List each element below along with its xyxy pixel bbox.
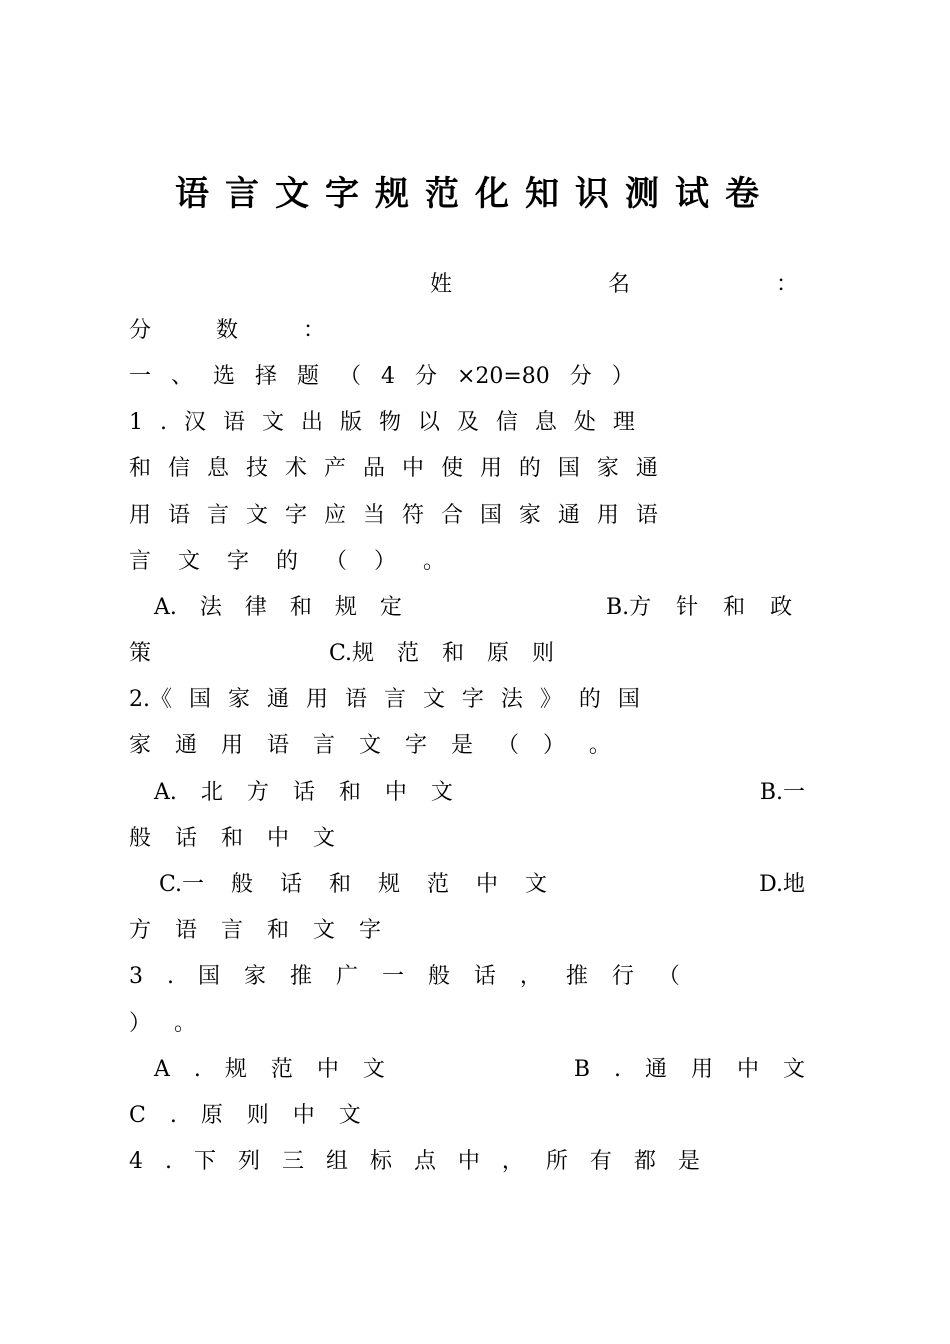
question-2-line-2: 家 通 用 语 言 文 字 是 （ ） 。	[129, 733, 611, 758]
question-1-line-3: 用 语 言 文 字 应 当 符 合 国 家 通 用 语	[129, 503, 658, 528]
question-2-option-b-continued: 般 话 和 中 文	[129, 826, 335, 851]
question-4-line-1: 4 . 下 列 三 组 标 点 中 ， 所 有 都 是	[129, 1149, 700, 1174]
question-1-option-c: C.规 范 和 原 则	[329, 641, 555, 666]
question-3-option-a: A . 规 范 中 文	[154, 1057, 385, 1082]
question-3-line-1: 3 . 国 家 推 广 一 般 话 ， 推 行 （	[129, 964, 680, 989]
question-1-line-1: 1 . 汉 语 文 出 版 物 以 及 信 息 处 理	[129, 410, 635, 435]
question-1-option-b-continued: 策	[129, 641, 152, 666]
question-3-option-b: B . 通 用 中 文	[573, 1057, 805, 1082]
page-title: 语言文字规范化知识测试卷	[175, 174, 775, 214]
name-label-char-2: 名	[608, 272, 631, 297]
question-3-option-c: C . 原 则 中 文	[129, 1103, 361, 1128]
name-label-char-1: 姓	[430, 272, 453, 297]
question-2-option-a: A. 北 方 话 和 中 文	[154, 780, 453, 805]
score-label: 分 数 ：	[129, 318, 354, 343]
question-2-option-c: C.一 般 话 和 规 范 中 文	[159, 872, 547, 897]
question-1-option-b: B.方 针 和 政	[606, 595, 793, 620]
name-colon: ：	[776, 272, 799, 297]
question-2-option-d: D.地	[759, 872, 805, 897]
question-2-option-b: B.一	[759, 780, 805, 805]
question-1-option-a: A. 法 律 和 规 定	[154, 595, 402, 620]
question-1-line-4: 言 文 字 的 （ ） 。	[129, 549, 445, 574]
question-3-line-2: ） 。	[129, 1011, 196, 1036]
question-2-option-d-continued: 方 语 言 和 文 字	[129, 918, 381, 943]
question-2-line-1: 2.《 国 家 通 用 语 言 文 字 法 》 的 国	[129, 687, 640, 712]
question-1-line-2: 和 信 息 技 术 产 品 中 使 用 的 国 家 通	[129, 456, 658, 481]
section-heading: 一 、 选 择 题 （ 4 分 ×20=80 分 ）	[129, 364, 634, 389]
